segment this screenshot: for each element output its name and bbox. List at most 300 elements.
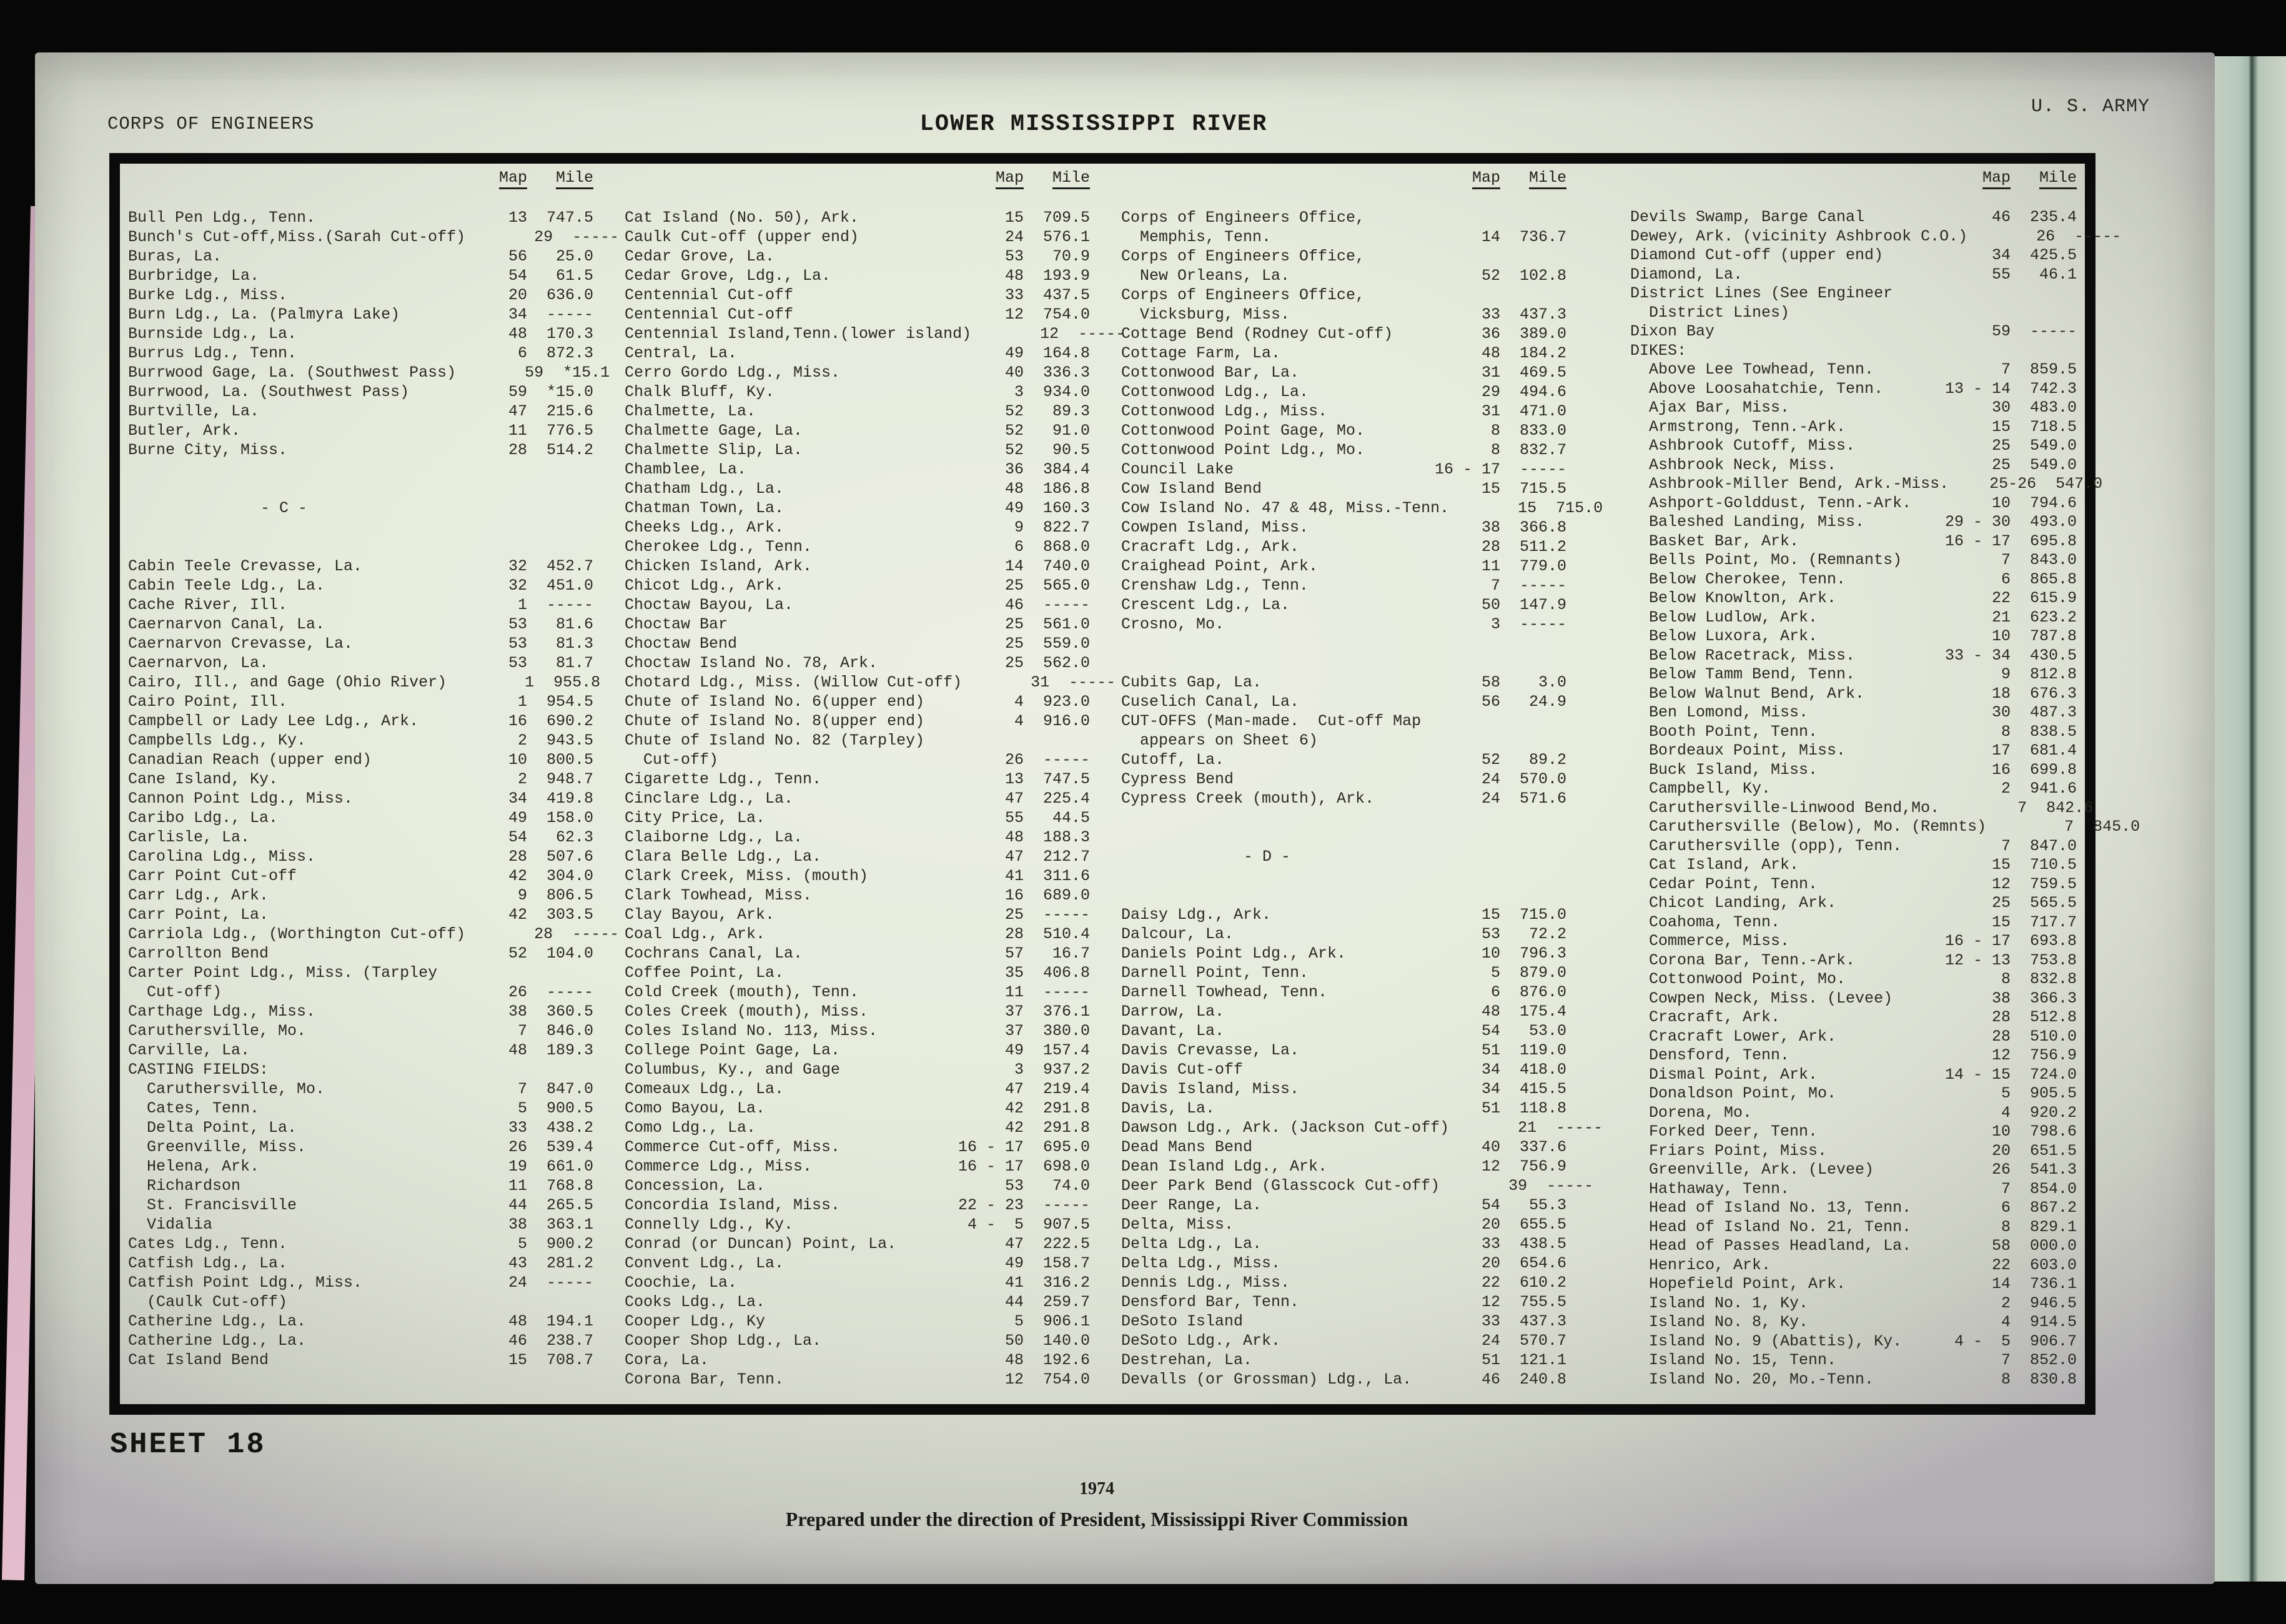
map-number: 49 <box>508 809 527 827</box>
mile-value: 717.7 <box>2029 913 2077 931</box>
place-name: Ashbrook-Miller Bend, Ark.-Miss. <box>1630 475 1949 493</box>
map-number: 52 <box>1481 267 1500 285</box>
map-number: 48 <box>508 1312 527 1330</box>
place-name: Carr Point, La. <box>128 906 269 924</box>
table-row <box>1630 1161 2077 1180</box>
mile-value: 119.0 <box>1519 1041 1566 1059</box>
mile-value: 118.8 <box>1519 1099 1566 1117</box>
table-row <box>625 440 1090 460</box>
mile-value: 46.1 <box>2039 265 2077 284</box>
place-name: Devalls (or Grossman) Ldg., La. <box>1121 1370 1412 1389</box>
mile-value: 603.0 <box>2029 1255 2077 1274</box>
mile-value: 193.9 <box>1042 267 1090 285</box>
map-number: 12 <box>1004 1370 1024 1389</box>
mile-value: 937.2 <box>1042 1061 1090 1079</box>
map-number: 37 <box>1004 1022 1024 1040</box>
place-name: Cannon Point Ldg., Miss. <box>128 790 354 808</box>
table-row <box>1630 970 2077 989</box>
mile-value: 676.3 <box>2029 684 2077 703</box>
place-name: Burbridge, La. <box>128 267 260 285</box>
map-number: 3 <box>1014 383 1024 401</box>
table-row <box>128 557 593 576</box>
map-number: 3 <box>1490 615 1500 633</box>
map-number: 11 <box>1004 983 1024 1001</box>
mile-value: 615.9 <box>2029 589 2077 607</box>
mile-value: 787.8 <box>2029 627 2077 645</box>
mile-value: 822.7 <box>1042 518 1090 537</box>
place-name: Cochrans Canal, La. <box>625 944 803 963</box>
document-page <box>35 52 2215 1584</box>
table-row <box>1121 1002 1566 1021</box>
mile-value: ----- <box>572 925 620 943</box>
place-name: Caruthersville, Mo. <box>128 1080 325 1098</box>
table-row <box>625 1157 1090 1176</box>
mile-value: 833.0 <box>1519 422 1566 440</box>
map-number: 51 <box>1481 1041 1500 1059</box>
place-name: Commerce Ldg., Miss. <box>625 1157 813 1176</box>
mile-value <box>527 963 593 983</box>
map-number: 8 <box>2001 970 2011 988</box>
mile-value: 90.5 <box>1052 441 1090 459</box>
mile-value: 812.8 <box>2029 665 2077 683</box>
mile-value: 160.3 <box>1042 499 1090 517</box>
mile-value: 235.4 <box>2029 208 2077 226</box>
table-row <box>1630 932 2077 951</box>
map-number: 12 <box>1004 305 1024 324</box>
mile-value: 800.5 <box>546 751 593 769</box>
table-row <box>1121 1215 1566 1234</box>
table-row <box>1630 1256 2077 1275</box>
table-row <box>1121 1079 1566 1099</box>
place-name: Carr Point Cut-off <box>128 867 297 885</box>
map-number: 28 <box>534 925 553 943</box>
table-row <box>1630 513 2077 532</box>
mile-value: 507.6 <box>546 848 593 866</box>
mile-value: 89.3 <box>1052 402 1090 420</box>
place-name: Corps of Engineers Office, <box>1121 286 1365 304</box>
table-row <box>1630 798 2094 818</box>
table-row <box>1630 208 2077 227</box>
place-name: Cates Ldg., Tenn. <box>128 1235 288 1253</box>
table-row <box>1630 837 2077 856</box>
table-row <box>1630 399 2077 418</box>
map-number: 28 <box>508 441 527 459</box>
column-rows <box>1121 208 1603 1389</box>
blank-row <box>128 518 593 537</box>
mile-value: ----- <box>2074 227 2122 245</box>
table-row <box>1630 551 2077 570</box>
place-name: Hopefield Point, Ark. <box>1630 1275 1846 1293</box>
table-row <box>1630 703 2077 723</box>
map-number: 49 <box>1004 1254 1024 1272</box>
mile-value: 510.0 <box>2029 1027 2077 1046</box>
place-name: Crosno, Mo. <box>1121 615 1225 633</box>
place-name: Cowpen Neck, Miss. (Levee) <box>1630 989 1893 1008</box>
map-number <box>440 1060 527 1079</box>
map-number: 46 <box>1004 596 1024 614</box>
map-number: 56 <box>508 247 527 265</box>
mile-value: 715.5 <box>1519 480 1566 498</box>
table-row <box>1121 595 1566 615</box>
table-row <box>625 1002 1090 1021</box>
map-number: 20 <box>1481 1254 1500 1272</box>
table-row <box>128 653 593 673</box>
place-name: Clark Towhead, Miss. <box>625 886 813 904</box>
map-number: 38 <box>1991 989 2011 1008</box>
table-row <box>625 905 1090 924</box>
place-name: Burn Ldg., La. (Palmyra Lake) <box>128 305 400 324</box>
table-row <box>1630 475 2103 494</box>
map-number: 50 <box>1004 1332 1024 1350</box>
mile-value: 946.5 <box>2029 1294 2077 1312</box>
mile-value: 832.8 <box>2029 970 2077 988</box>
army-label: U. S. ARMY <box>2031 96 2150 117</box>
column-header-spacer <box>1121 169 1413 189</box>
index-column-4 <box>1630 164 2140 1404</box>
table-row <box>1630 532 2077 552</box>
place-name: Campbells Ldg., Ky. <box>128 731 307 750</box>
mile-value: 70.9 <box>1052 247 1090 265</box>
map-number: 6 <box>517 344 527 362</box>
map-number: 5 <box>517 1099 527 1117</box>
table-row <box>1121 479 1566 498</box>
map-number: 54 <box>1481 1022 1500 1040</box>
map-number: 32 <box>508 557 527 575</box>
place-name: Burrwood Gage, La. (Southwest Pass) <box>128 364 457 382</box>
mile-value: 430.5 <box>2029 646 2077 665</box>
table-row <box>1630 1084 2077 1104</box>
place-name: Chatham Ldg., La. <box>625 480 784 498</box>
table-row <box>128 673 601 692</box>
mile-value: 798.6 <box>2029 1122 2077 1141</box>
mile-value: ----- <box>1556 1119 1603 1137</box>
table-row <box>1121 673 1566 692</box>
table-row <box>1630 1104 2077 1123</box>
place-name: Cat Island (No. 50), Ark. <box>625 209 859 227</box>
map-number: 34 <box>1991 246 2011 264</box>
mile-value: 796.3 <box>1519 944 1566 963</box>
map-number: 5 <box>1490 964 1500 982</box>
mile-value: ----- <box>546 305 593 324</box>
place-name: Campbell or Lady Lee Ldg., Ark. <box>128 712 419 730</box>
mile-value: ----- <box>1042 1196 1090 1214</box>
table-row <box>625 983 1090 1002</box>
mile-value: 81.6 <box>555 615 593 633</box>
map-number: 16 <box>1991 760 2011 779</box>
table-row <box>1121 1312 1566 1331</box>
table-row <box>128 266 593 285</box>
table-row <box>625 285 1090 305</box>
table-row <box>1630 1066 2077 1085</box>
map-number: 42 <box>508 906 527 924</box>
map-number: 46 <box>1991 208 2011 226</box>
place-name: Deer Park Bend (Glasscock Cut-off) <box>1121 1177 1440 1195</box>
index-column-1 <box>128 164 620 1404</box>
mile-value: 708.7 <box>546 1351 593 1369</box>
map-number: 43 <box>508 1254 527 1272</box>
mile-value: 000.0 <box>2029 1237 2077 1255</box>
place-name: Dead Mans Bend <box>1121 1138 1253 1156</box>
place-name: Catherine Ldg., La. <box>128 1332 307 1350</box>
table-row <box>1121 963 1566 983</box>
map-number: 4 - 5 <box>967 1216 1024 1234</box>
map-number: 2 <box>517 731 527 750</box>
place-name: Corps of Engineers Office, <box>1121 247 1365 265</box>
table-row <box>625 1370 1090 1389</box>
map-number: 4 <box>1014 693 1024 711</box>
map-number: 20 <box>1481 1216 1500 1234</box>
place-name: Chute of Island No. 82 (Tarpley) <box>625 731 925 750</box>
map-number: 31 <box>1031 673 1050 691</box>
map-number: 48 <box>1004 1351 1024 1369</box>
table-row <box>625 402 1090 421</box>
place-name: CASTING FIELDS: <box>128 1061 269 1079</box>
map-number: 15 <box>1991 856 2011 874</box>
mile-value: 89.2 <box>1528 751 1566 769</box>
table-row <box>128 1273 593 1292</box>
mile-value <box>2011 304 2077 323</box>
place-name: Dean Island Ldg., Ark. <box>1121 1157 1328 1176</box>
mile-value: 512.8 <box>2029 1008 2077 1026</box>
map-number: 7 <box>2064 818 2074 836</box>
table-row <box>625 692 1090 711</box>
map-number: 15 <box>1481 906 1500 924</box>
table-row <box>1121 1118 1603 1137</box>
table-row <box>128 344 593 363</box>
mile-value: 699.8 <box>2029 760 2077 779</box>
map-number: 57 <box>1004 944 1024 963</box>
mile-value: 879.0 <box>1519 964 1566 982</box>
map-number: 7 <box>2001 1351 2011 1369</box>
letter-separator <box>128 498 593 518</box>
mile-value <box>1500 208 1566 227</box>
table-row <box>625 1331 1090 1350</box>
mile-value: 366.8 <box>1519 518 1566 537</box>
place-name: Cracraft Ldg., Ark. <box>1121 538 1300 556</box>
table-row <box>625 498 1090 518</box>
place-name: Cottage Farm, La. <box>1121 344 1281 362</box>
map-header: Map <box>1923 169 2011 189</box>
mile-value: 842.6 <box>2046 798 2094 817</box>
table-row <box>625 847 1090 866</box>
mile-value: 360.5 <box>546 1003 593 1021</box>
place-name: Dewey, Ark. (vicinity Ashbrook C.O.) <box>1630 227 1968 245</box>
mile-value: ----- <box>1042 983 1090 1001</box>
map-number: 34 <box>1481 1061 1500 1079</box>
mile-value: 747.5 <box>546 209 593 227</box>
table-row <box>1630 646 2077 666</box>
table-row <box>1121 1021 1566 1041</box>
mile-value: ----- <box>1078 325 1126 343</box>
table-row <box>625 1215 1090 1234</box>
place-name: Dorena, Mo. <box>1630 1103 1753 1122</box>
map-number: 24 <box>508 1274 527 1292</box>
mile-header: Mile <box>527 169 593 189</box>
index-column-2 <box>625 164 1126 1404</box>
table-row <box>625 266 1090 285</box>
mile-value: 104.0 <box>546 944 593 963</box>
mile-value: 291.8 <box>1042 1099 1090 1117</box>
map-number: 25 <box>1991 455 2011 474</box>
place-name: St. Francisville <box>128 1196 297 1214</box>
table-row <box>625 731 1090 750</box>
table-row <box>128 731 593 750</box>
map-number: 22 - 23 <box>957 1196 1024 1214</box>
place-name: Connelly Ldg., Ky. <box>625 1216 794 1234</box>
map-number: 16 - 17 <box>957 1138 1024 1156</box>
map-number: 53 <box>1481 925 1500 943</box>
place-name: Carville, La. <box>128 1041 250 1059</box>
table-row <box>625 828 1090 847</box>
mile-header: Mile <box>2011 169 2077 189</box>
mile-value: ----- <box>1519 577 1566 595</box>
map-number: 15 <box>1991 913 2011 931</box>
map-number: 6 <box>2001 1199 2011 1217</box>
table-row <box>625 1350 1090 1370</box>
table-row <box>1121 1234 1566 1254</box>
table-row <box>1630 342 2077 361</box>
place-name: Ajax Bar, Miss. <box>1630 399 1790 417</box>
table-row <box>1630 894 2077 913</box>
place-name: Dixon Bay <box>1630 322 1715 340</box>
blank-row <box>1121 866 1566 886</box>
mile-value: 366.3 <box>2029 989 2077 1008</box>
mile-value: 72.2 <box>1528 925 1566 943</box>
place-name: Cooper Shop Ldg., La. <box>625 1332 822 1350</box>
mile-value: 170.3 <box>546 325 593 343</box>
mile-value: 363.1 <box>546 1216 593 1234</box>
map-number: 8 <box>1490 441 1500 459</box>
mile-value: 794.6 <box>2029 493 2077 512</box>
mile-header: Mile <box>1500 169 1566 189</box>
mile-value: 487.3 <box>2029 703 2077 721</box>
map-number: 59 <box>508 383 527 401</box>
map-number: 31 <box>1481 402 1500 420</box>
map-number <box>1421 711 1508 731</box>
mile-value: 830.8 <box>2029 1370 2077 1389</box>
place-name: Below Ludlow, Ark. <box>1630 608 1818 626</box>
map-number: 30 <box>1991 399 2011 417</box>
map-number: 49 <box>1004 344 1024 362</box>
table-row <box>1121 944 1566 963</box>
mile-value: 222.5 <box>1042 1235 1090 1253</box>
table-row <box>625 557 1090 576</box>
place-name: Cheeks Ldg., Ark. <box>625 518 784 537</box>
place-name: Chute of Island No. 8(upper end) <box>625 712 925 730</box>
place-name: Bells Point, Mo. (Remnants) <box>1630 551 1903 569</box>
place-name: Caulk Cut-off (upper end) <box>625 228 859 246</box>
table-row <box>1630 665 2077 685</box>
table-row <box>625 1118 1090 1137</box>
place-name: Cerro Gordo Ldg., Miss. <box>625 364 841 382</box>
place-name: Cates, Tenn. <box>128 1099 260 1117</box>
agency-label: CORPS OF ENGINEERS <box>107 114 315 134</box>
table-row <box>1630 246 2077 265</box>
place-name: Ben Lomond, Miss. <box>1630 703 1809 721</box>
mile-value: 189.3 <box>546 1041 593 1059</box>
map-number: 4 <box>1014 712 1024 730</box>
place-name: Head of Island No. 13, Tenn. <box>1630 1199 1912 1217</box>
place-name: Canadian Reach (upper end) <box>128 751 372 769</box>
table-row <box>1630 322 2077 342</box>
table-row <box>1630 1218 2077 1237</box>
table-row <box>1630 227 2122 247</box>
map-number: 26 <box>508 1138 527 1156</box>
place-name: Davant, La. <box>1121 1022 1225 1040</box>
table-row <box>128 750 593 770</box>
table-row <box>1630 570 2077 590</box>
map-number: 55 <box>1991 265 2011 284</box>
map-number: 26 <box>1991 1161 2011 1179</box>
mile-value: 867.2 <box>2029 1199 2077 1217</box>
place-name: Basket Bar, Ark. <box>1630 532 1799 550</box>
mile-value: 451.0 <box>546 577 593 595</box>
mile-value <box>1508 711 1575 731</box>
place-name: Buras, La. <box>128 247 222 265</box>
map-number: 2 <box>2001 780 2011 798</box>
blank-row <box>1121 653 1566 673</box>
place-name: Comeaux Ldg., La. <box>625 1080 784 1098</box>
mile-value: 547.0 <box>2056 475 2103 493</box>
mile-value: ----- <box>572 228 620 246</box>
map-number: 58 <box>1991 1237 2011 1255</box>
map-number: 8 <box>2001 1217 2011 1236</box>
place-name: Darnell Point, Tenn. <box>1121 964 1309 982</box>
table-row <box>625 711 1090 731</box>
map-number: 33 <box>1481 1312 1500 1330</box>
mile-value: 906.1 <box>1042 1312 1090 1330</box>
map-number: 15 <box>1991 417 2011 436</box>
place-name: Davis Island, Miss. <box>1121 1080 1300 1098</box>
column-header-spacer <box>625 169 936 189</box>
map-number: 25 <box>1004 615 1024 633</box>
mile-value: 710.5 <box>2029 856 2077 874</box>
table-row <box>625 770 1090 789</box>
map-number: 54 <box>1481 1196 1500 1214</box>
mile-value: 438.2 <box>546 1119 593 1137</box>
map-number <box>936 731 1024 750</box>
place-name: Island No. 8, Ky. <box>1630 1313 1809 1331</box>
map-number: 13 <box>508 209 527 227</box>
place-name: Cherokee Ldg., Tenn. <box>625 538 813 556</box>
table-row <box>128 847 593 866</box>
place-name: Chotard Ldg., Miss. (Willow Cut-off) <box>625 673 962 691</box>
place-name: Caribo Ldg., La. <box>128 809 279 827</box>
table-row <box>128 808 593 828</box>
place-name: Craighead Point, Ark. <box>1121 557 1319 575</box>
map-number: 26 <box>1004 751 1024 769</box>
mile-value: 724.0 <box>2029 1065 2077 1084</box>
place-name: Cow Island Bend <box>1121 480 1262 498</box>
table-row <box>128 382 593 402</box>
map-number: 48 <box>508 325 527 343</box>
map-number: 20 <box>1991 1141 2011 1160</box>
place-name: (Caulk Cut-off) <box>128 1293 288 1311</box>
mile-value: 147.9 <box>1519 596 1566 614</box>
table-row <box>625 595 1090 615</box>
table-row <box>1121 421 1566 440</box>
place-name: Caruthersville, Mo. <box>128 1022 307 1040</box>
table-row <box>1630 304 2077 323</box>
place-name: Destrehan, La. <box>1121 1351 1253 1369</box>
table-row <box>625 924 1090 944</box>
place-name: District Lines) <box>1630 303 1790 322</box>
map-number: 21 <box>1991 608 2011 626</box>
map-number: 34 <box>508 305 527 324</box>
mile-value: 471.0 <box>1519 402 1566 420</box>
mile-value: 768.8 <box>546 1177 593 1195</box>
map-number: 2 <box>517 770 527 788</box>
